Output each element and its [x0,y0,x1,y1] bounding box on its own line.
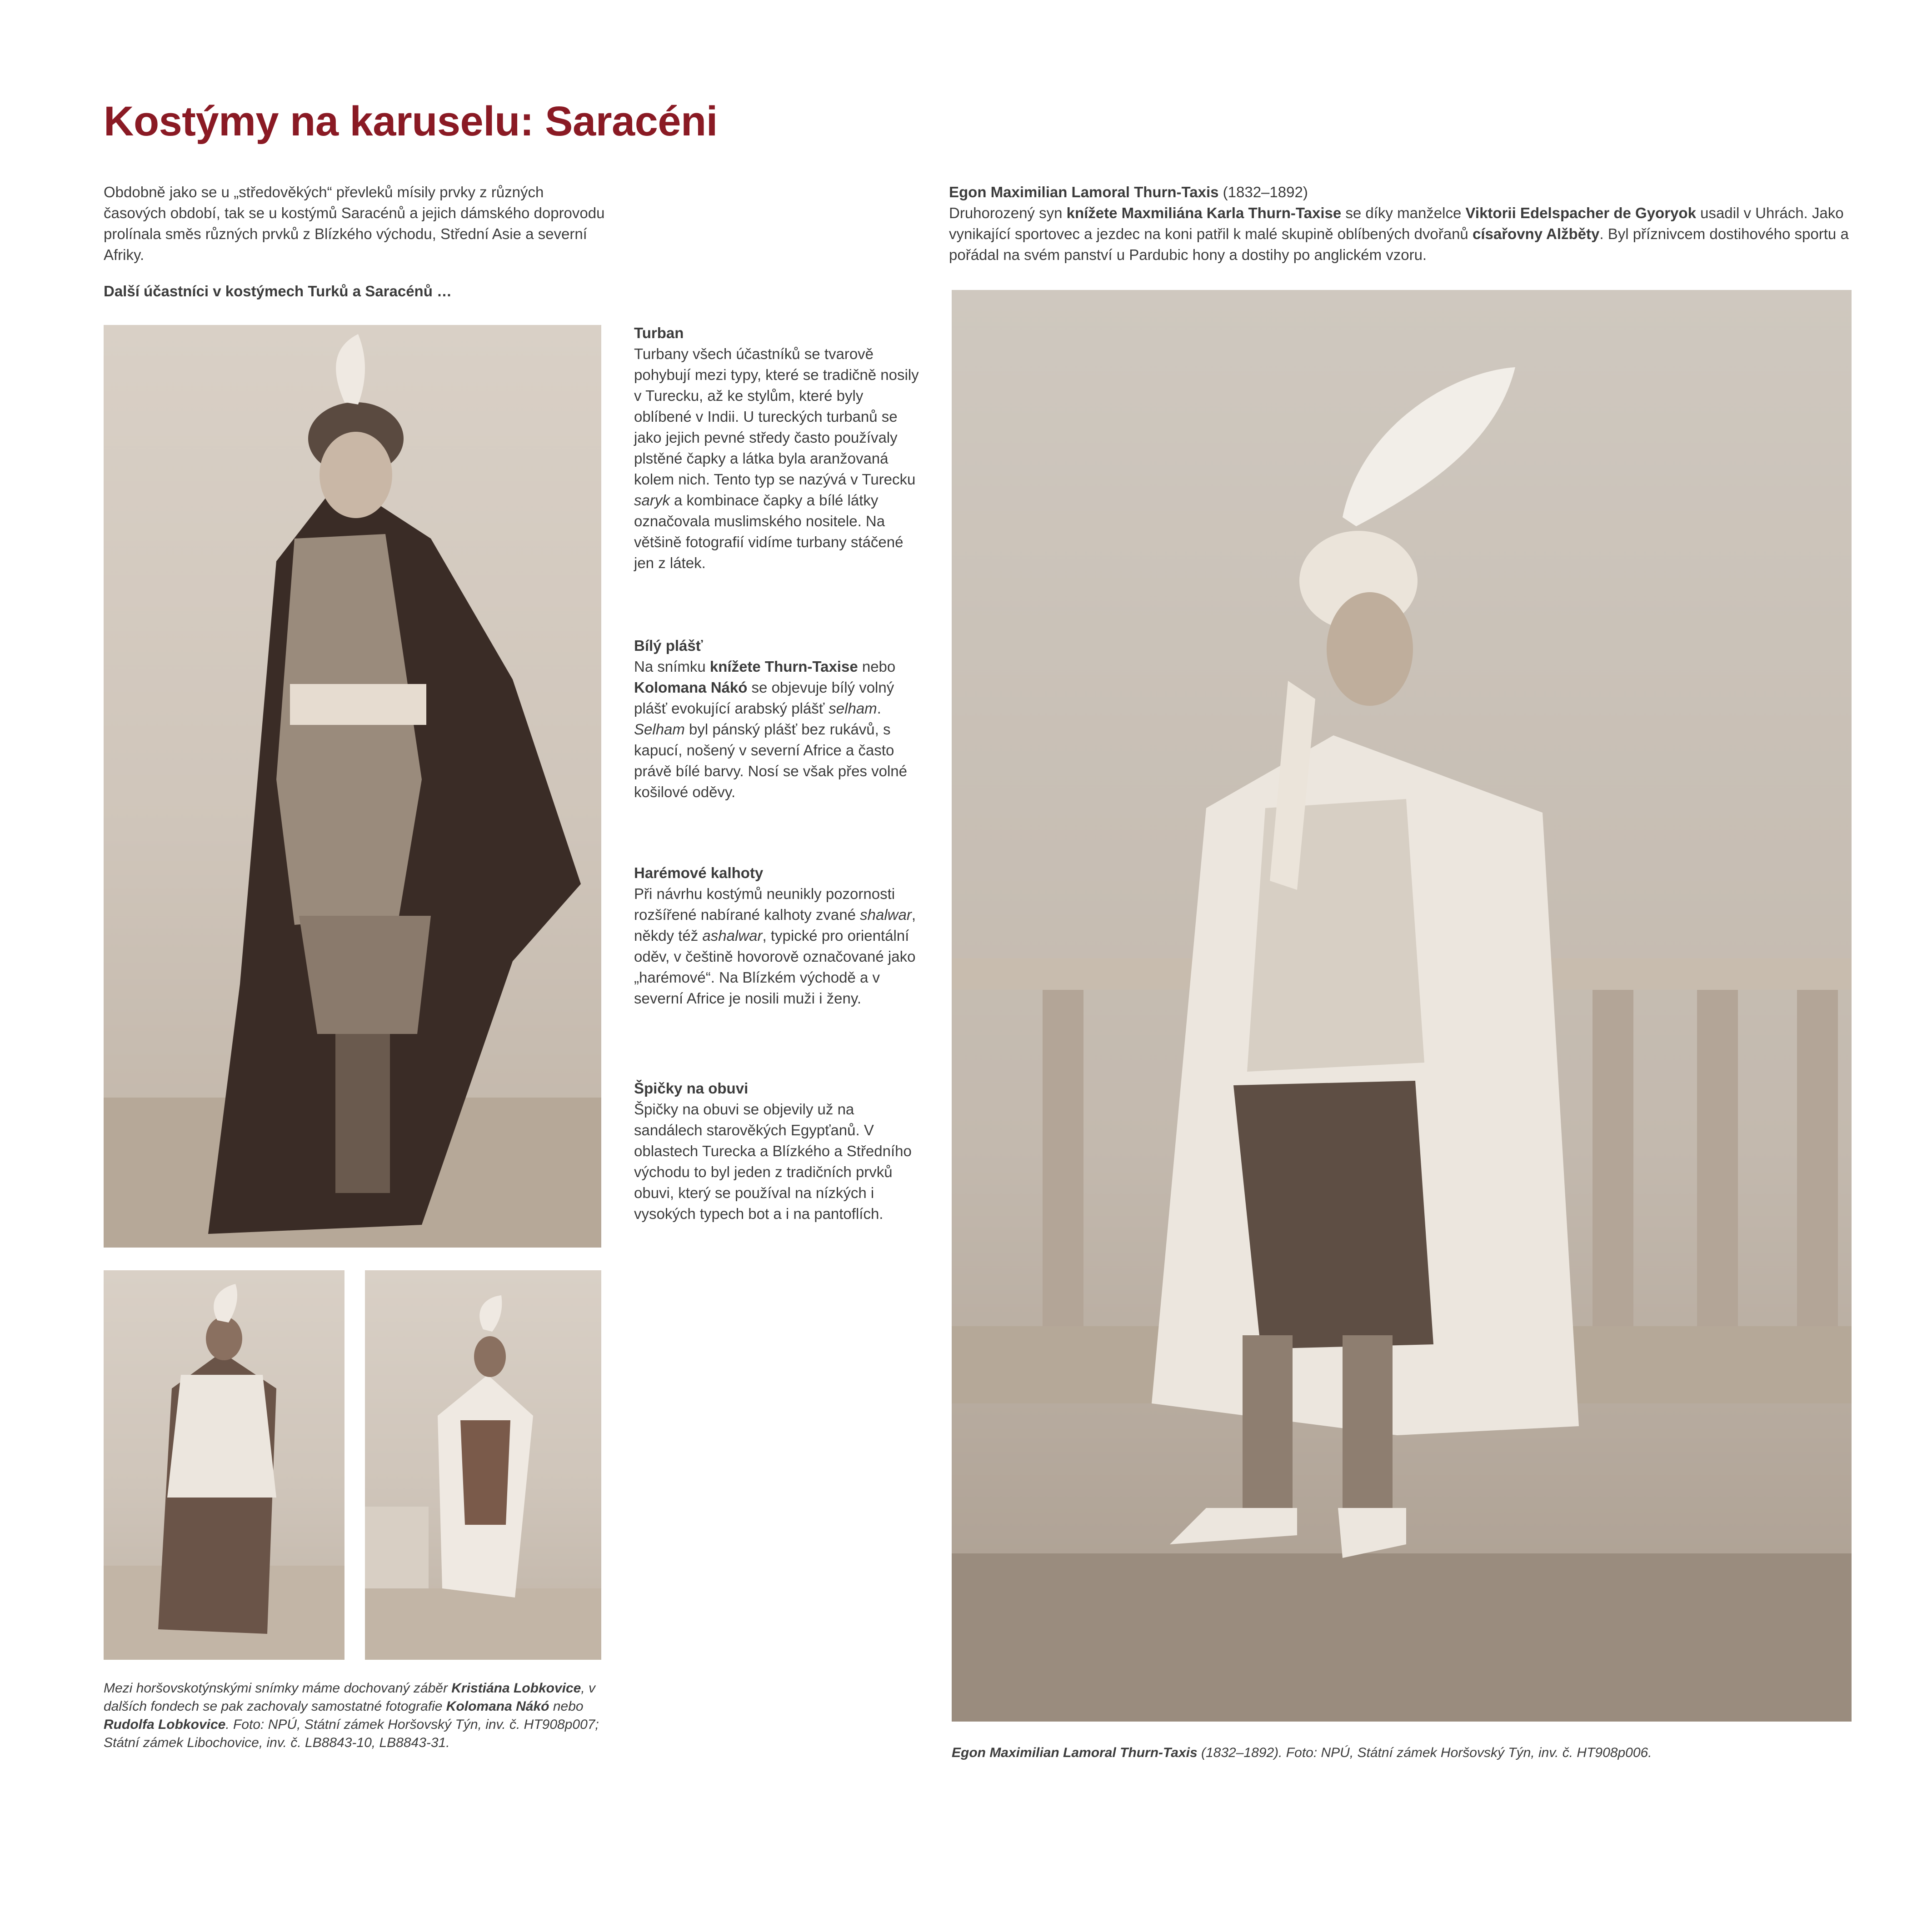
caption-name-rudolf: Rudolfa Lobkovice [104,1717,226,1732]
note-turban-em: saryk [634,492,670,509]
egon-t4: . Byl příznivcem dostihového sportu a pořádal na svém panství u Pardubic hony a dostihy po anglickém vzoru. [949,225,1849,263]
note-turban-text [634,344,925,574]
note-cloak-t5: byl pánský plášť bez rukávů, s kapucí, nošený v severní Africe a často právě bílé barvy. Nosí se však přes volné košilové oděvy. [634,721,907,800]
note-trousers-em2: ashalwar [702,927,763,944]
egon-heading-years: (1832–1892) [1218,184,1308,200]
photos-subheading: Další účastníci v kostýmech Turků a Saracénů … [104,283,452,300]
egon-photo-caption [952,1744,1852,1762]
left-photos-caption [104,1679,601,1752]
note-cloak-t1: Na snímku [634,658,710,675]
note-turban [634,323,925,574]
intro-paragraph: Obdobně jako se u „středověkých“ převleků mísily prvky z různých časových období, tak se u kostýmů Saracénů a jejich dámského doprovodu prolínala směs různých prvků z Blízkého východu, Střední Asie a severní Afriky. [104,184,605,263]
note-cloak-t4: . [877,700,881,717]
page-title: Kostýmy na karuselu: Saracéni [104,98,718,145]
note-white-cloak [634,635,925,803]
note-cloak-text [634,656,925,803]
egon-description [949,182,1853,265]
note-trousers-em1: shalwar [860,906,912,923]
photo-koloman-nako [365,1270,601,1660]
note-trousers-text [634,884,925,1009]
egon-b1: knížete Maxmiliána Karla Thurn-Taxise [1066,205,1342,221]
note-cloak-t2: nebo [858,658,896,675]
egon-t2: se díky manželce [1341,205,1466,221]
egon-t3: usadil v Uhrách. Jako vynikající sportovec a jezdec na koni patřil k malé skupině oblíbených dvořanů [949,205,1844,242]
egon-caption-text: (1832–1892). Foto: NPÚ, Státní zámek Horšovský Týn, inv. č. HT908p006. [1197,1745,1652,1760]
note-harem-trousers [634,863,925,1009]
egon-caption-name: Egon Maximilian Lamoral Thurn-Taxis [952,1745,1198,1760]
note-cloak-em2: Selham [634,721,685,738]
note-pointed-shoes [634,1078,925,1224]
egon-b3: císařovny Alžběty [1472,225,1600,242]
caption-text-3: nebo [549,1699,584,1714]
note-shoes-heading: Špičky na obuvi [634,1080,749,1097]
note-shoes-text: Špičky na obuvi se objevily už na sandálech starověkých Egypťanů. V oblastech Turecka a Blízkého a Středního východu to byl jeden z tradičních prvků obuvi, který se používal na nízkých i vysokých typech bot a i na pantoflích. [634,1101,912,1222]
note-cloak-b1: knížete Thurn-Taxise [709,658,858,675]
note-trousers-t2: , někdy též [634,906,916,944]
caption-name-kristian: Kristiána Lobkovice [451,1681,581,1696]
photo-egon-thurn-taxis [952,290,1852,1722]
caption-name-koloman: Kolomana Nákó [446,1699,549,1714]
note-cloak-b2: Kolomana Nákó [634,679,748,696]
egon-heading-name: Egon Maximilian Lamoral Thurn-Taxis [949,184,1219,200]
note-turban-heading: Turban [634,324,684,341]
egon-b2: Viktorii Edelspacher de Gyoryok [1465,205,1696,221]
note-cloak-em1: selham [829,700,877,717]
note-trousers-heading: Harémové kalhoty [634,864,764,881]
note-cloak-heading: Bílý plášť [634,637,703,654]
note-trousers-t3: , typické pro orientální oděv, v češtině hovorově označované jako „harémové“. Na Blízkém východě a v severní Africe je nosili muži i ženy. [634,927,916,1007]
caption-text-1: Mezi horšovskotýnskými snímky máme dochovaný záběr [104,1681,452,1696]
note-cloak-t3: se objevuje bílý volný plášť evokující arabský plášť [634,679,894,717]
caption-text-2: , v dalších fondech se pak zachovaly samostatné fotografie [104,1681,596,1714]
egon-heading [949,182,1853,203]
photo-kristian-lobkovic [104,1270,344,1660]
egon-paragraph [949,203,1853,265]
photo-turkish-costume-portrait [104,325,601,1248]
note-turban-text-b: a kombinace čapky a bílé látky označovala muslimského nositele. Na většině fotografií vidíme turbany stáčené jen z látek. [634,492,904,571]
egon-t1: Druhorozený syn [949,205,1067,221]
note-trousers-t1: Při návrhu kostýmů neunikly pozornosti rozšířené nabírané kalhoty zvané [634,885,895,923]
caption-text-4: . Foto: NPÚ, Státní zámek Horšovský Týn, inv. č. HT908p007; Státní zámek Libochovice, inv. č. LB8843-10, LB8843-31. [104,1717,599,1750]
note-turban-text-a: Turbany všech účastníků se tvarově pohybují mezi typy, které se tradičně nosily v Turecku, až ke stylům, které byly oblíbené v Indii. U tureckých turbanů se jako jejich pevné středy často používaly plstěné čapky a látka byla aranžovaná kolem nich. Tento typ se nazývá v Turecku [634,345,919,488]
